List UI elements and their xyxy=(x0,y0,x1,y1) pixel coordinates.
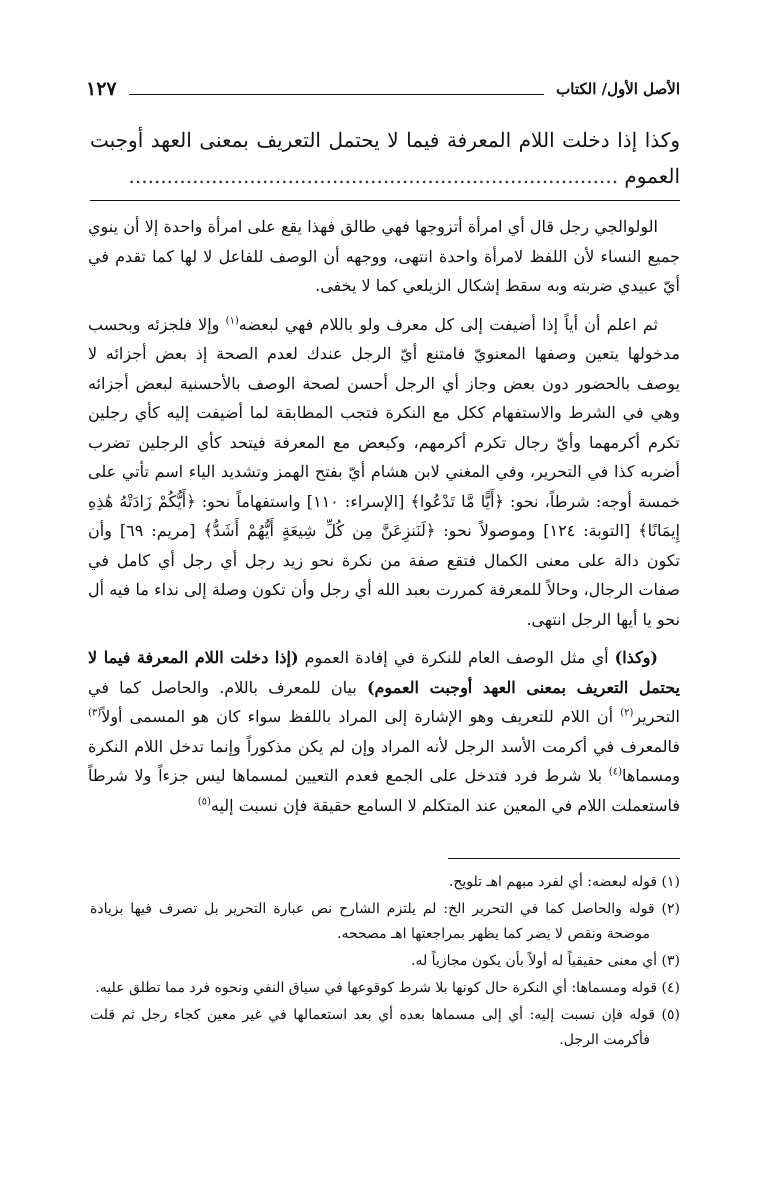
main-text xyxy=(90,122,680,194)
commentary-paragraph-text: بلا شرط فرد فتدخل على الجمع فعدم التعيين لمسماها ليس جزءاً ولا شرطاً فاستعملت اللام في المعين عند المتكلم لا السامع حقيقة فإن نسبت إليه xyxy=(88,766,680,815)
footnote-number: (٢) xyxy=(661,901,681,917)
footnote-ref[interactable]: (٣) xyxy=(88,707,102,719)
commentary-paragraph-text: أي مثل الوصف العام للنكرة في إفادة العموم xyxy=(298,648,615,667)
footnote-number: (٣) xyxy=(661,953,680,969)
footnote xyxy=(90,1003,680,1053)
footnote-text: قوله لبعضه: أي لفرد مبهم اهـ تلويح. xyxy=(448,874,658,890)
main-text-divider xyxy=(90,200,680,201)
footnote xyxy=(90,949,680,974)
footnote-text: قوله ومسماها: أي النكرة حال كونها بلا شرط كوقوعها في سياق النفي ونحوه فرد مما تطلق عليه. xyxy=(95,980,658,996)
footnote-text: قوله فإن نسبت إليه: أي إلى مسماها بعده أي بعد استعمالها في غير معين كجاء رجل ثم قلت فأكرمت الرجل. xyxy=(90,1007,656,1048)
commentary-paragraph-text: ثم اعلم أن أياً إذا أضيفت إلى كل معرف ولو باللام فهي لبعضه xyxy=(238,314,658,334)
header-rule xyxy=(129,94,545,95)
footnote-number: (٤) xyxy=(661,980,680,996)
commentary-paragraph-text: وإلا فلجزئه وبحسب مدخولها يتعين وصفها المعنويّ فامتنع أيّ الرجل عندك لعدم الصحة إذ بعض أجزائه لا يوصف بالحضور دون بعض وجاز أي الرجل أحسن لصحة الوصف بالأحسنية لبعض أجزائه وهي في الشرط والاستفهام ككل مع النكرة فتجب المطابقة لما أضيفت إليه كأي رجلين تكرم أكرمهما وأيّ رجال تكرم أكرمهم، وكبعض مع المعرفة فيتحد كأي الرجلين تضرب أضربه كذا في التحرير، وفي المغني لابن هشام أيّ بفتح الهمز وتشديد الياء اسم تأتي على خمسة أوجه: شرطاً، نحو: ﴿أَيًّا مَّا تَدْعُوا﴾ [الإسراء: ١١٠] واستفهاماً نحو: ﴿أَيُّكُمْ زَادَتْهُ هَٰذِهِ إِيمَانًا﴾ [التوبة: ١٢٤] وموصولاً نحو: ﴿لَنَنزِعَنَّ مِن كُلِّ شِيعَةٍ أَيُّهُمْ أَشَدُّ﴾ [مريم: ٦٩] وأن تكون دالة على معنى الكمال فتقع صفة من نكرة نحو زيد رجل أي رجل أي كامل في صفات الرجال، وحالاً للمعرفة كمررت بعبد الله أي رجل وأن تكون وصلة إلى نداء ما فيه أل نحو يا أيها الرجل انتهى. xyxy=(88,314,681,629)
page-number: ١٢٧ xyxy=(86,78,117,100)
main-text-dots: ............................................................................. xyxy=(128,164,619,188)
footnote-ref[interactable]: (٢) xyxy=(620,707,634,719)
footnote-text: قوله والحاصل كما في التحرير الخ: لم يلتزم الشارح نص عبارة التحرير بل تصرف فيها بزيادة موضحة ونقص لا يضر كما يظهر بمراجعتها اهـ مصححه. xyxy=(90,901,655,942)
footnote xyxy=(90,897,680,947)
footnote-divider xyxy=(448,858,680,859)
footnote xyxy=(90,976,680,1001)
commentary xyxy=(88,212,680,829)
commentary-paragraph-text: فالمعرف في أكرمت الأسد الرجل لأنه المراد وإن لم يكن مذكوراً وإنما تدخل اللام النكرة ومسماها xyxy=(88,736,681,785)
footnote-number: (٥) xyxy=(661,1007,680,1023)
footnote-number: (١) xyxy=(661,874,680,890)
footnote-ref[interactable]: (٥) xyxy=(197,796,211,808)
footnote xyxy=(90,870,680,895)
footnote-text: أي معنى حقيقياً له أولاً بأن يكون مجازياً له. xyxy=(411,953,658,969)
running-header xyxy=(86,74,680,104)
running-title: الأصل الأول/ الكتاب xyxy=(556,80,680,98)
commentary-paragraph xyxy=(88,310,680,635)
commentary-paragraph xyxy=(88,212,680,301)
footnotes xyxy=(90,870,680,1055)
quoted-main-text: (إذا دخلت اللام المعرفة فيما لا يحتمل التعريف بمعنى العهد أوجبت العموم) xyxy=(88,648,680,697)
footnote-ref[interactable]: (٤) xyxy=(608,766,622,778)
footnote-ref[interactable]: (١) xyxy=(225,315,239,327)
main-text-body: وكذا إذا دخلت اللام المعرفة فيما لا يحتمل التعريف بمعنى العهد أوجبت العموم xyxy=(90,128,680,188)
commentary-paragraph-text: أن اللام للتعريف وهو الإشارة إلى المراد باللفظ سواء كان هو المسمى أولاً xyxy=(101,707,621,726)
commentary-paragraph-text: الولوالجي رجل قال أي امرأة أتزوجها فهي طالق فهذا يقع على امرأة واحدة إلا أن ينوي جميع النساء لأن اللفظ لامرأة واحدة انتهى، ووجهه أن الوصف للفاعل لا لها كما تقدم في أيّ عبيدي ضربته وبه سقط إشكال الزيلعي كما لا يخفى. xyxy=(88,217,680,295)
commentary-paragraph xyxy=(88,643,680,820)
quoted-lemma: (وكذا) xyxy=(614,648,658,667)
commentary-paragraph-text: بيان للمعرف باللام. والحاصل كما في التحرير xyxy=(88,677,680,726)
